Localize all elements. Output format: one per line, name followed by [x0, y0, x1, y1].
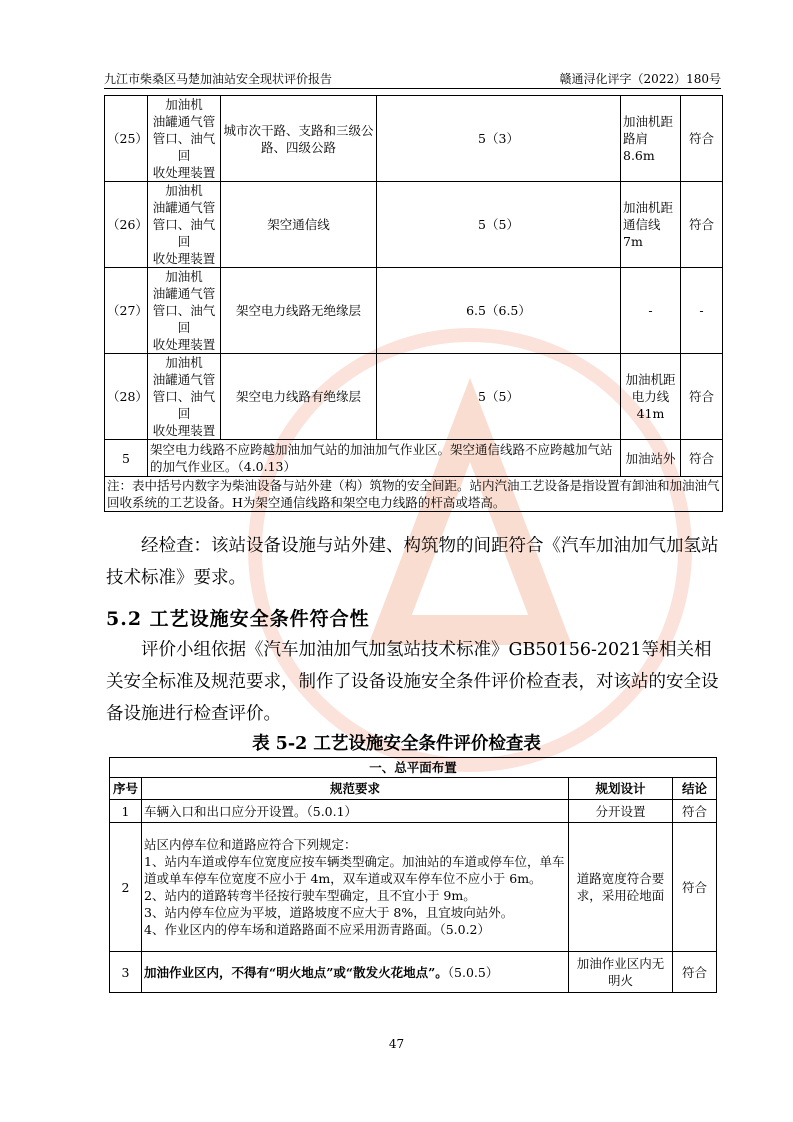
object-cell: 架空电力线路有绝缘层	[221, 354, 377, 440]
object-cell: 城市次干路、支路和三级公 路、四级公路	[221, 96, 377, 182]
spacing-cell: 5（5）	[377, 354, 621, 440]
spacing-cell: 5（5）	[377, 182, 621, 268]
header-report-title: 九江市柴桑区马楚加油站安全现状评价报告	[104, 72, 333, 86]
column-header: 序号	[110, 778, 142, 800]
page-header	[104, 70, 721, 89]
section-heading: 5.2 工艺设施安全条件符合性	[106, 608, 370, 630]
equipment-cell: 加油机 油罐通气管 管口、油气回 收处理装置	[148, 268, 221, 354]
result-cell: 符合	[673, 800, 717, 823]
process-facility-check-table	[109, 757, 717, 993]
spacing-cell: 5（3）	[377, 96, 621, 182]
requirement-cell	[142, 952, 569, 993]
inspection-conclusion: 经检查：该站设备设施与站外建、构筑物的间距符合《汽车加油加气加氢站技术标准》要求。	[106, 536, 719, 588]
result-cell: -	[681, 268, 723, 354]
row-number: （25）	[105, 96, 148, 182]
actual-cell: 加油机距 路肩 8.6m	[621, 96, 681, 182]
table-caption: 表 5-2 工艺设施安全条件评价检查表	[252, 734, 541, 754]
table-note: 注：表中括号内数字为柴油设备与站外建（构）筑物的安全间距。站内汽油工艺设备是指设置有卸油和加油油气回收系统的工艺设备。H为架空通信线路和架空电力线路的杆高或塔高。	[105, 477, 723, 512]
row-number: （28）	[105, 354, 148, 440]
table-row	[105, 96, 723, 182]
actual-cell: 加油机距 电力线 41m	[621, 354, 681, 440]
table-row	[110, 952, 717, 993]
table-header-row	[110, 778, 717, 800]
equipment-cell: 加油机 油罐通气管 管口、油气回 收处理装置	[148, 182, 221, 268]
result-cell: 符合	[681, 182, 723, 268]
table-row	[110, 800, 717, 823]
table-row	[110, 823, 717, 952]
result-cell: 符合	[681, 440, 723, 477]
row-number: 3	[110, 952, 142, 993]
result-cell: 符合	[673, 952, 717, 993]
object-cell: 架空通信线	[221, 182, 377, 268]
row-number: 5	[105, 440, 148, 477]
table-note-row	[105, 477, 723, 512]
actual-cell: 加油机距 通信线7m	[621, 182, 681, 268]
actual-cell: 加油站外	[621, 440, 681, 477]
row-number: （27）	[105, 268, 148, 354]
row-number: （26）	[105, 182, 148, 268]
result-cell: 符合	[681, 96, 723, 182]
page-number: 47	[388, 1037, 405, 1051]
equipment-cell: 加油机 油罐通气管 管口、油气回 收处理装置	[148, 96, 221, 182]
requirement-cell: 架空电力线路不应跨越加油加气站的加油加气作业区。架空通信线路不应跨越加气站的加气作业区。（4.0.13）	[148, 440, 621, 477]
column-header: 结论	[673, 778, 717, 800]
result-cell: 符合	[681, 354, 723, 440]
object-cell: 架空电力线路无绝缘层	[221, 268, 377, 354]
equipment-cell: 加油机 油罐通气管 管口、油气回 收处理装置	[148, 354, 221, 440]
requirement-clause: （5.0.5）	[447, 964, 499, 980]
distance-check-table	[104, 95, 723, 512]
requirement-cell: 车辆入口和出口应分开设置。（5.0.1）	[142, 800, 569, 823]
table-row	[105, 440, 723, 477]
design-cell: 分开设置	[569, 800, 673, 823]
table-row	[105, 182, 723, 268]
column-header: 规划设计	[569, 778, 673, 800]
header-report-number: 赣通浔化评字（2022）180号	[559, 72, 721, 86]
row-number: 1	[110, 800, 142, 823]
design-cell: 加油作业区内无明火	[569, 952, 673, 993]
requirement-bold-text: 加油作业区内，不得有“明火地点”或“散发火花地点”。	[144, 964, 448, 980]
column-header: 规范要求	[142, 778, 569, 800]
result-cell: 符合	[673, 823, 717, 952]
requirement-cell: 站区内停车位和道路应符合下列规定： 1、站内车道或停车位宽度应按车辆类型确定。加油站的车道或停车位，单车道或单车停车位宽度不应小于 4m，双车道或双车停车位不应小于 6m。 2、站内的道路转弯半径按行驶车型确定，且不宜小于 9m。 3、站内停车位应为平坡，道路坡度不应大于 8%，且宜坡向站外。 4、作业区内的停车场和道路路面不应采用沥青路面。（5.0.2）	[142, 823, 569, 952]
evaluation-paragraph: 评价小组依据《汽车加油加气加氢站技术标准》GB50156-2021等相关相关安全标准及规范要求，制作了设备设施安全条件评价检查表，对该站的安全设备设施进行检查评价。	[106, 640, 719, 724]
design-cell: 道路宽度符合要求，采用砼地面	[569, 823, 673, 952]
row-number: 2	[110, 823, 142, 952]
table-section-title: 一、总平面布置	[110, 758, 717, 778]
spacing-cell: 6.5（6.5）	[377, 268, 621, 354]
table-row	[105, 268, 723, 354]
actual-cell: -	[621, 268, 681, 354]
table-row	[105, 354, 723, 440]
